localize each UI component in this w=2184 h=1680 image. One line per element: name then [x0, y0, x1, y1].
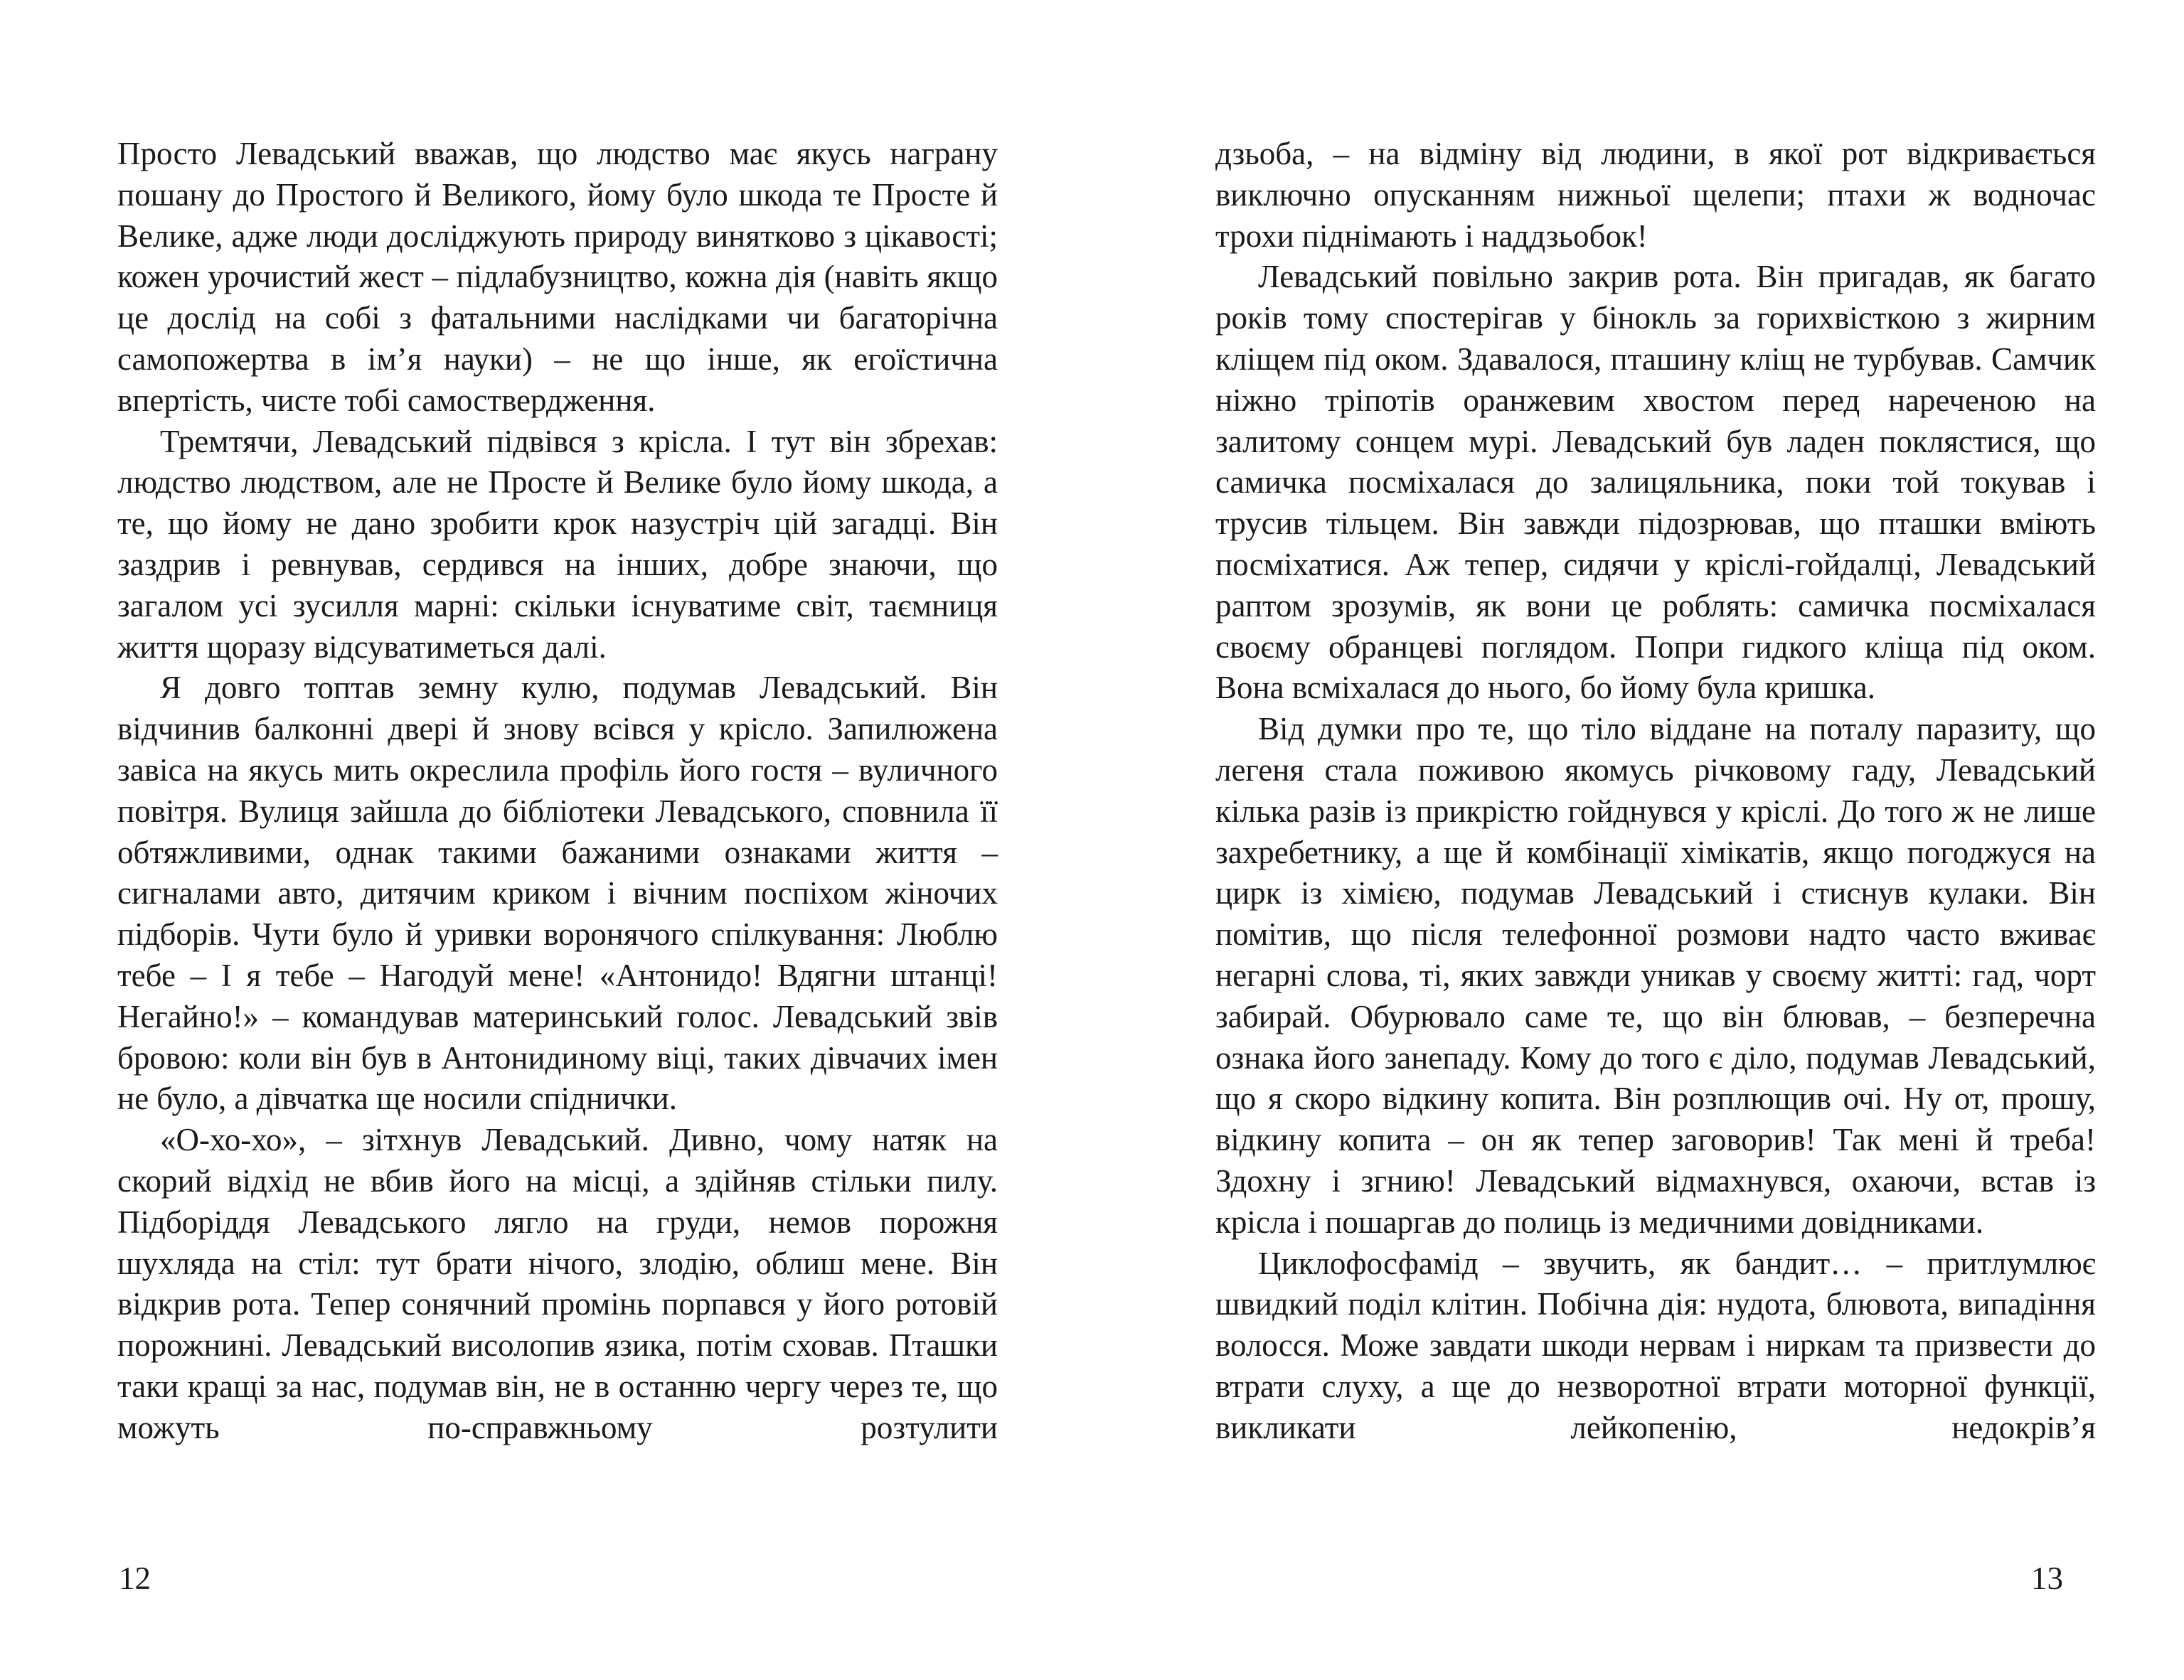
right-page-text	[1215, 134, 2096, 1449]
paragraph: Я довго топтав земну кулю, подумав Левадський. Він відчинив балконні двері й знову всівся у крісло. Запилюжена завіса на якусь мить окреслила профіль його гостя – вуличного повітря. Вулиця зайшла до бібліотеки Левадського, сповнила її обтяжливими, однак такими бажаними ознаками життя – сигналами авто, дитячим криком і вічним поспіхом жіночих підборів. Чути було й уривки воронячого спілкування: Люблю тебе – І я тебе – Нагодуй мене! «Антонидо! Вдягни штанці! Негайно!» – командував материнський голос. Левадський звів бровою: коли він був в Антонидиному віці, таких дівчачих імен не було, а дівчатка ще носили спіднички.	[117, 670, 998, 1117]
paragraph: дзьоба, – на відміну від людини, в якої рот відкривається виключно опусканням нижньої щелепи; птахи ж водночас трохи піднімають і наддзьобок!	[1215, 136, 2096, 254]
paragraph: «О-хо-хо», – зітхнув Левадський. Дивно, чому натяк на скорий відхід не вбив його на місці, а здійняв стільки пилу. Підборіддя Левадського лягло на груди, немов порожня шухляда на стіл: тут брати нічого, злодію, облиш мене. Він відкрив рота. Тепер сонячний промінь порпався у його ротовій порожнині. Левадський висолопив язика, потім сховав. Пташки таки кращі за нас, подумав він, не в останню чергу через те, що можуть по-справжньому розтулити	[117, 1122, 998, 1445]
paragraph: Левадський повільно закрив рота. Він пригадав, як багато років тому спостерігав у бінокль за горихвісткою з жирним кліщем під оком. Здавалося, пташину кліщ не турбував. Самчик ніжно тріпотів оранжевим хвостом перед нареченою на залитому сонцем мурі. Левадський був ладен поклястися, що самичка посміхалася до залицяльника, поки той токував і трусив тільцем. Він завжди підозрював, що пташки вміють посміхатися. Аж тепер, сидячи у кріслі-гойдалці, Левадський раптом зрозумів, як вони це роблять: самичка посміхалася своєму обранцеві поглядом. Попри гидкого кліща під оком. Вона всміхалася до нього, бо йому була кришка.	[1215, 259, 2096, 706]
paragraph: Тремтячи, Левадський підвівся з крісла. І тут він збрехав: людство людством, але не Просте й Велике було йому шкода, а те, що йому не дано зробити крок назустріч цій загадці. Він заздрив і ревнував, сердився на інших, добре знаючи, що загалом усі зусилля марні: скільки існуватиме світ, таємниця життя щоразу відсуватиметься далі.	[117, 423, 998, 665]
right-page	[1092, 0, 2184, 1680]
paragraph: Від думки про те, що тіло віддане на поталу паразиту, що легеня стала поживою якомусь річковому гаду, Левадський кілька разів із прикрістю гойднувся у кріслі. До того ж не лише захребетнику, а ще й комбінації хімікатів, якщо погоджуся на цирк із хімією, подумав Левадський і стиснув кулаки. Він помітив, що після телефонної розмови надто часто вживає негарні слова, ті, яких завжди уникав у своєму житті: гад, чорт забирай. Обурювало саме те, що він блював, – безперечна ознака його занепаду. Кому до того є діло, подумав Левадський, що я скоро відкину копита. Він розплющив очі. Ну от, прошу, відкину копита – он як тепер заговорив! Так мені й треба! Здохну і згнию! Левадський відмахнувся, охаючи, встав із крісла і пошаргав до полиць із медичними довідниками.	[1215, 711, 2096, 1240]
left-page-text	[117, 134, 998, 1449]
page-number: 13	[2031, 1561, 2063, 1596]
page-number: 12	[119, 1561, 151, 1596]
paragraph: Циклофосфамід – звучить, як бандит… – притлумлює швидкий поділ клітин. Побічна дія: нудота, блювота, випадіння волосся. Може завдати шкоди нервам і ниркам та призвести до втрати слуху, а ще до незворотної втрати моторної функції, викликати лейкопенію, недокрів’я	[1215, 1245, 2096, 1445]
paragraph: Просто Левадський вважав, що людство має якусь награну пошану до Простого й Великого, йому було шкода те Просте й Велике, адже люди досліджують природу винятково з цікавості; кожен урочистий жест – підлабузництво, кожна дія (навіть якщо це дослід на собі з фатальними наслідками чи багаторічна самопожертва в ім’я науки) – не що інше, як егоїстична впертість, чисте тобі самоствердження.	[117, 136, 998, 418]
